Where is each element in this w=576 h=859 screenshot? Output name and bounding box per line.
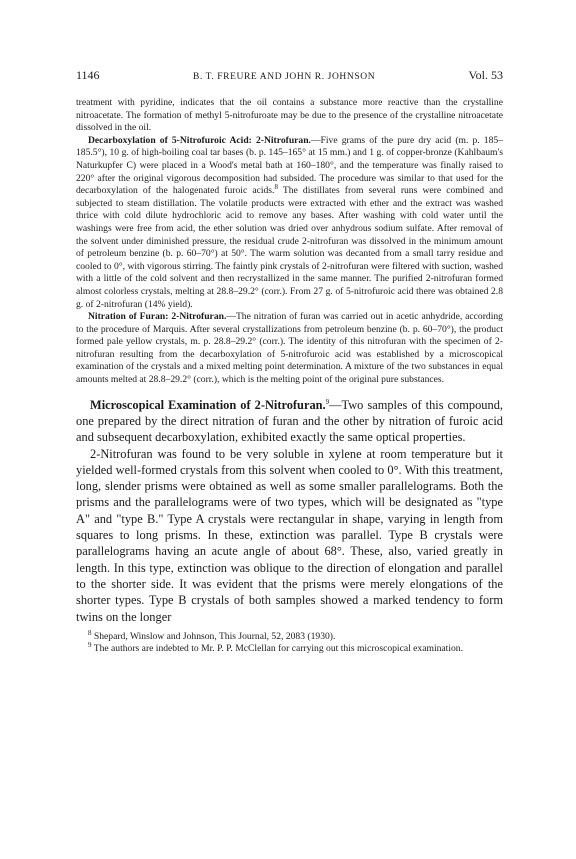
footnote-8-text: Shepard, Winslow and Johnson, This Journal, 52, 2083 (1930). — [91, 630, 336, 642]
paragraph-continuation: treatment with pyridine, indicates that the oil contains a substance more reactive than the crystalline nitroacetate. The formation of methyl 5-nitrofuroate may be due to the presence of the crystalline nitroacetate dissolved in the oil. — [76, 97, 503, 134]
footnotes — [76, 628, 503, 656]
decarboxylation-text: —Five grams of the pure dry acid (m. p. 185–185.5°), 10 g. of high-boiling coal tar bases (b. p. 145–165° at 15 mm.) and 1 g. of copper-bronze (Kahlbaum's Naturkupfer C) were placed in a Wood's metal bath at 160–180°, and the temperature was finally raised to 220° after the original vigorous decomposition had subsided. The procedure was similar to that used for the decarboxylation of the halogenated furoic acids. — [76, 134, 503, 197]
volume-label: Vol. 53 — [468, 68, 503, 82]
experimental-section — [76, 97, 503, 387]
paragraph-crystals: 2-Nitrofuran was found to be very soluble in xylene at room temperature but it yielded well-formed crystals from this solvent when cooled to 0°. With this treatment, long, slender prisms were obtained as well as some smaller parallelograms. Both the prisms and the parallelograms were of two types, which will be designated as "type A" and "type B." Type A crystals were rectangular in shape, varying in length from squares to long prisms. In these, extinction was parallel. Type B crystals were parallelograms having an acute angle of about 68°. These, also, varied greatly in length. In this type, extinction was oblique to the direction of elongation and parallel to the shorter side. It was evident that the prisms were merely elongations of the shorter types. Type B crystals of both samples showed a marked tendency to form twins on the longer — [76, 446, 503, 624]
footnote-9 — [76, 643, 503, 655]
footnote-9-text: The authors are indebted to Mr. P. P. McClellan for carrying out this microscopical examination. — [91, 643, 463, 655]
decarboxylation-heading: Decarboxylation of 5-Nitrofuroic Acid: 2-Nitrofuran. — [88, 134, 311, 146]
page-number: 1146 — [76, 68, 100, 82]
nitration-heading: Nitration of Furan: 2-Nitrofuran. — [88, 311, 227, 323]
footnote-mark-9: 9 — [88, 641, 92, 650]
microscopical-text: —Two samples of this compound, one prepared by the direct nitration of furan and the other by nitration of furoic acid and subsequent decarboxylation, exhibited exactly the same optical properties. — [76, 397, 503, 445]
footnote-8 — [76, 628, 503, 643]
microscopical-section — [76, 397, 503, 625]
journal-page — [76, 68, 503, 656]
decarboxylation-text-2: The distillates from several runs were combined and subjected to steam distillation. The volatile products were extracted with ether and the extract was washed thrice with cold dilute hydrochloric acid to remove any bases. After washing with cold water until the washings were free from acid, the ether solution was dried over anhydrous sodium sulfate. After removal of the solvent under diminished pressure, the residual crude 2-nitrofuran was dissolved in the minimum amount of petroleum benzine (b. p. 60–70°) at 50°. The warm solution was decanted from a small tarry residue and cooled to 0°, with vigorous stirring. The faintly pink crystals of 2-nitrofuran were filtered with suction, washed with a little of the cold solvent and then recrystallized in the same manner. The purified 2-nitrofuran formed almost colorless crystals, melting at 28.8–29.2° (corr.). From 27 g. of 5-nitrofuroic acid there was obtained 2.8 g. of 2-nitrofuran (14% yield). — [76, 185, 503, 310]
footnote-ref-8[interactable]: 8 — [274, 182, 278, 191]
nitration-text: —The nitration of furan was carried out in acetic anhydride, according to the procedure of Marquis. After several crystallizations from petroleum benzine (b. p. 60–70°), the product formed pale yellow crystals, m. p. 28.8–29.2° (corr.). The identity of this nitrofuran with the specimen of 2-nitrofuran resulting from the decarboxylation of 5-nitrofuroic acid was established by a microscopical examination of the crystals and a mixed melting point determination. A mixture of the two substances in equal amounts melted at 28.8–29.2° (corr.), which is the melting point of the original pure substances. — [76, 311, 503, 386]
microscopical-heading: Microscopical Examination of 2-Nitrofuran. — [90, 397, 326, 412]
paragraph-microscopical — [76, 397, 503, 446]
footnote-mark-8: 8 — [88, 628, 92, 637]
paragraph-nitration — [76, 311, 503, 387]
paragraph-decarboxylation — [76, 135, 503, 311]
footnote-ref-9[interactable]: 9 — [325, 397, 330, 406]
running-title: B. T. FREURE AND JOHN R. JOHNSON — [192, 72, 376, 82]
running-header — [76, 68, 503, 83]
